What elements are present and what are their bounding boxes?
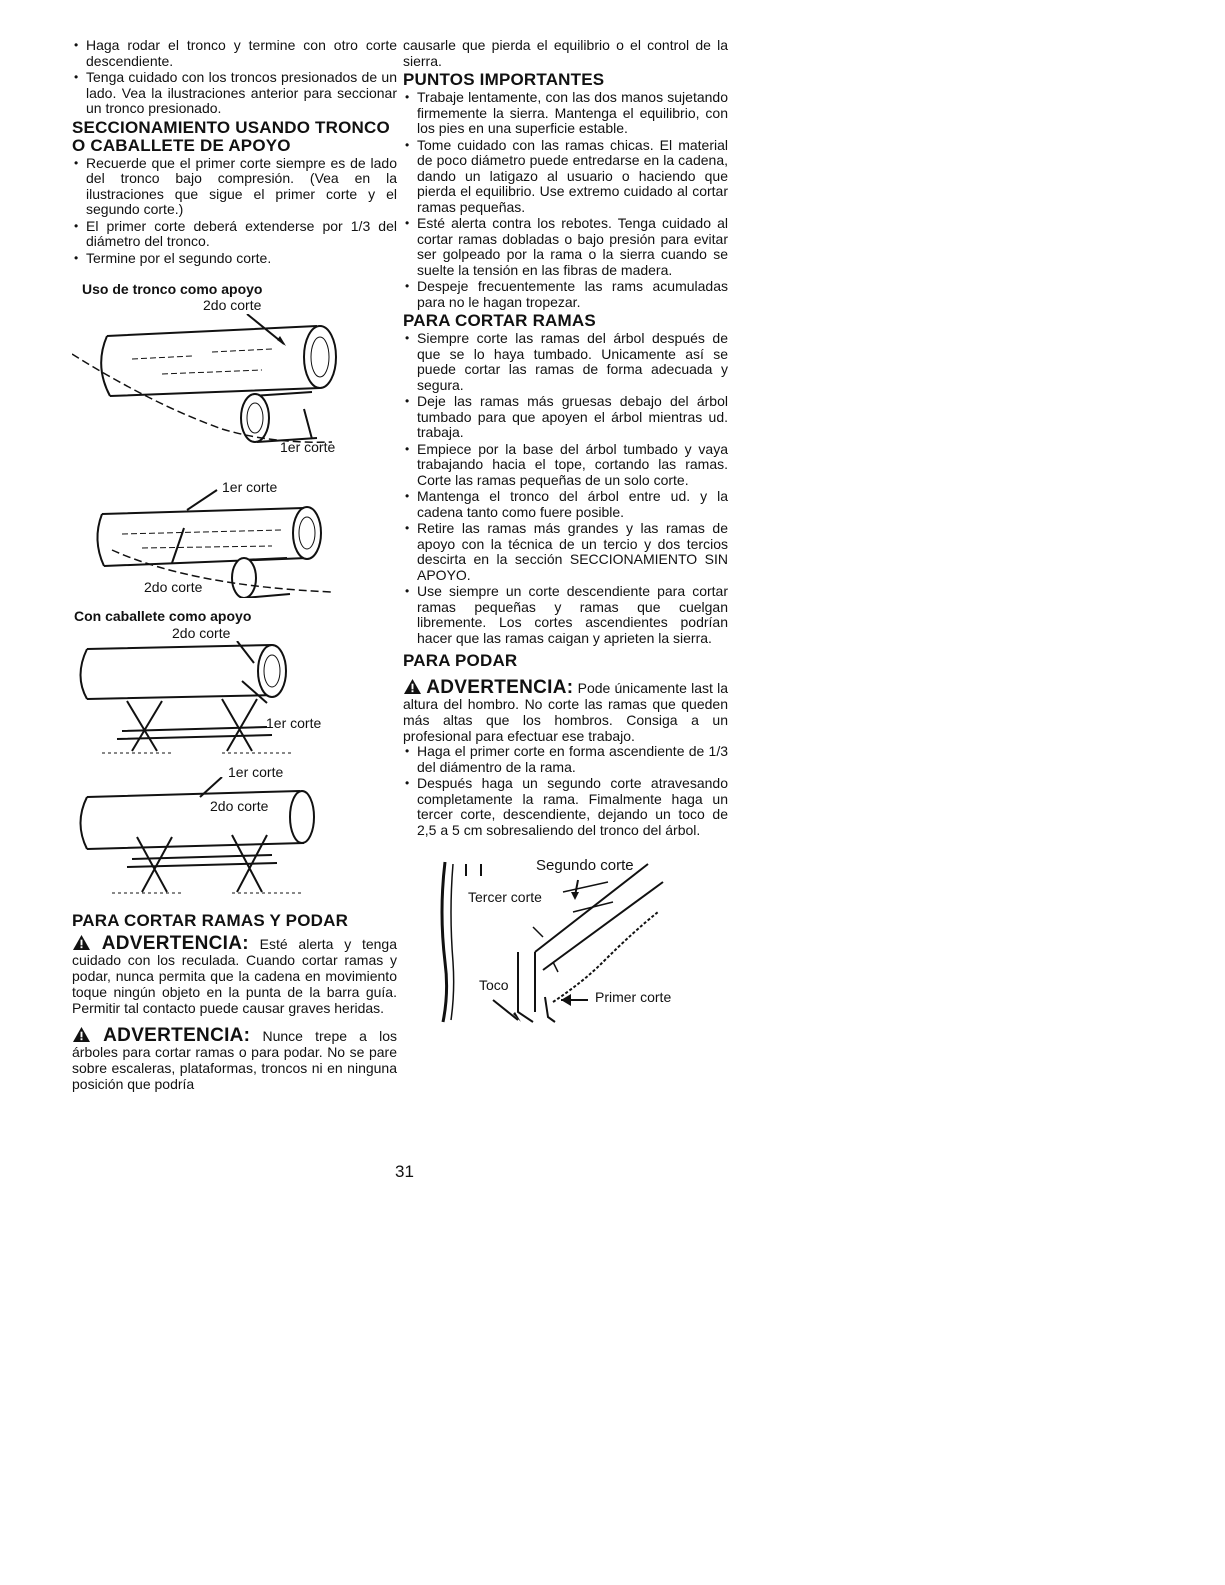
warning-block bbox=[72, 934, 397, 1016]
figure-title: Uso de tronco como apoyo bbox=[82, 281, 263, 297]
list-item: • Deje las ramas más gruesas debajo del árbol tumbado para que apoyen el árbol mientras ud. trabaja. bbox=[403, 394, 728, 441]
list-item: • Mantenga el tronco del árbol entre ud. y la cadena tanto como fuere posible. bbox=[403, 489, 728, 520]
list-item: • Haga rodar el tronco y termine con otro corte descendiente. bbox=[72, 38, 397, 69]
list-item: • Esté alerta contra los rebotes. Tenga cuidado al cortar ramas dobladas o bajo presión para evitar ser golpeado por la rama o la sierra cuando se suelte la tensión en las fibras de madera. bbox=[403, 216, 728, 278]
label-first-cut: Primer corte bbox=[595, 989, 672, 1005]
warning-text: Pode únicamente last la altura del hombro. No corte las ramas que queden más altas que los hombros. Consiga a un profesional para efectuar ese trabajo. bbox=[403, 680, 729, 744]
list-item: • Termine por el segundo corte. bbox=[72, 251, 397, 267]
intro-list bbox=[72, 38, 397, 117]
label-first-cut: 1er corte bbox=[280, 439, 336, 455]
ramas-list bbox=[403, 331, 728, 646]
puntos-list bbox=[403, 90, 728, 310]
list-item: • Retire las ramas más grandes y las ramas de apoyo con la técnica de un tercio y dos tercios descirta en la sección SECCIONAMIENTO SIN APOYO. bbox=[403, 521, 728, 583]
label-second-cut: 2do corte bbox=[210, 798, 269, 814]
list-item: • El primer corte deberá extenderse por 1/3 del diámetro del tronco. bbox=[72, 219, 397, 250]
continuation-text: causarle que pierda el equilibrio o el control de la sierra. bbox=[403, 37, 728, 69]
figure-log-support bbox=[72, 280, 397, 605]
list-item: • Empiece por la base del árbol tumbado y vaya trabajando hacia el tope, cortando las ramas. Corte las ramas pequeñas de un solo corte. bbox=[403, 442, 728, 489]
figure-sawhorse-support bbox=[72, 605, 397, 910]
log-on-log-illustration-a bbox=[72, 314, 372, 444]
sawhorse-illustration-a bbox=[72, 641, 372, 761]
list-item: • Tenga cuidado con los troncos presionados de un lado. Vea la ilustraciones anterior para seccionar un tronco presionado. bbox=[72, 70, 397, 117]
warning-text: Esté alerta y tenga cuidado con los reculada. Cuando cortar ramas y podar, nunca permita que la cadena en movimiento toque ningún objeto en la punta de la barra guía. Permitir tal contacto puede causar graves heridas. bbox=[72, 936, 397, 1016]
label-stub: Toco bbox=[479, 977, 509, 993]
heading-puntos: PUNTOS IMPORTANTES bbox=[403, 70, 605, 89]
left-column bbox=[72, 38, 397, 1092]
label-second-cut: 2do corte bbox=[144, 579, 203, 595]
label-second-cut: 2do corte bbox=[203, 297, 262, 313]
warning-text: Nunce trepe a los árboles para cortar ramas o para podar. No se pare sobre escaleras, plataformas, troncos ni en ninguna posición que podría bbox=[72, 1028, 398, 1092]
log-on-log-illustration-b bbox=[72, 488, 372, 598]
podar-list bbox=[403, 744, 728, 838]
seccionamiento-list bbox=[72, 156, 397, 267]
figure-pruning bbox=[403, 852, 728, 1027]
page-number: 31 bbox=[395, 1162, 414, 1181]
list-item: • Despeje frecuentemente las rams acumuladas para no le hagan tropezar. bbox=[403, 279, 728, 310]
warning-triangle-icon bbox=[72, 1026, 91, 1043]
warning-triangle-icon bbox=[403, 678, 422, 695]
right-column bbox=[403, 38, 728, 1027]
warning-label: ADVERTENCIA: bbox=[103, 1025, 251, 1046]
heading-seccionamiento: SECCIONAMIENTO USANDO TRONCO O CABALLETE DE APOYO bbox=[72, 117, 390, 155]
label-third-cut: Tercer corte bbox=[468, 889, 542, 905]
heading-cortar-podar: PARA CORTAR RAMAS Y PODAR bbox=[72, 911, 349, 930]
list-item: • Trabaje lentamente, con las dos manos sujetando firmemente la sierra. Mantenga el equilibrio, con los pies en una superficie estable. bbox=[403, 90, 728, 137]
list-item: • Después haga un segundo corte atravesando completamente la rama. Fimalmente haga un tercer corte, descendiente, dejando un toco de 2,5 a 5 cm sobresaliendo del tronco del árbol. bbox=[403, 776, 728, 838]
label-second-cut: Segundo corte bbox=[536, 857, 634, 874]
warning-triangle-icon bbox=[72, 934, 91, 951]
label-first-cut: 1er corte bbox=[266, 715, 322, 731]
warning-block bbox=[403, 678, 728, 744]
warning-label: ADVERTENCIA: bbox=[426, 677, 574, 698]
label-first-cut: 1er corte bbox=[222, 479, 278, 495]
list-item: • Recuerde que el primer corte siempre es de lado del tronco bajo compresión. (Vea en la ilustraciones que sigue el primer corte y el segundo corte.) bbox=[72, 156, 397, 218]
pruning-illustration bbox=[403, 852, 723, 1027]
label-second-cut: 2do corte bbox=[172, 625, 231, 641]
warning-label: ADVERTENCIA: bbox=[101, 933, 249, 954]
sawhorse-illustration-b bbox=[72, 777, 372, 897]
label-first-cut: 1er corte bbox=[228, 764, 284, 780]
list-item: • Siempre corte las ramas del árbol después de que se lo haya tumbado. Unicamente así se puede cortar las ramas de forma adecuada y segura. bbox=[403, 331, 728, 393]
list-item: • Tome cuidado con las ramas chicas. El material de poco diámetro puede entredarse en la cadena, dando un latigazo al usuario o haciendo que pierda el equilibrio. Use extremo cuidado al cortar ramas pequeñas. bbox=[403, 138, 728, 216]
list-item: • Use siempre un corte descendiente para cortar ramas pequeñas y ramas que cuelgan libremente. Los cortes ascendientes podrían hacer que las ramas caigan y aprieten la sierra. bbox=[403, 584, 728, 646]
list-item: • Haga el primer corte en forma ascendiente de 1/3 del diámentro de la rama. bbox=[403, 744, 728, 775]
warning-block bbox=[72, 1026, 397, 1092]
figure-title: Con caballete como apoyo bbox=[74, 608, 252, 624]
heading-cortar-ramas: PARA CORTAR RAMAS bbox=[403, 311, 596, 330]
heading-podar: PARA PODAR bbox=[403, 651, 518, 670]
